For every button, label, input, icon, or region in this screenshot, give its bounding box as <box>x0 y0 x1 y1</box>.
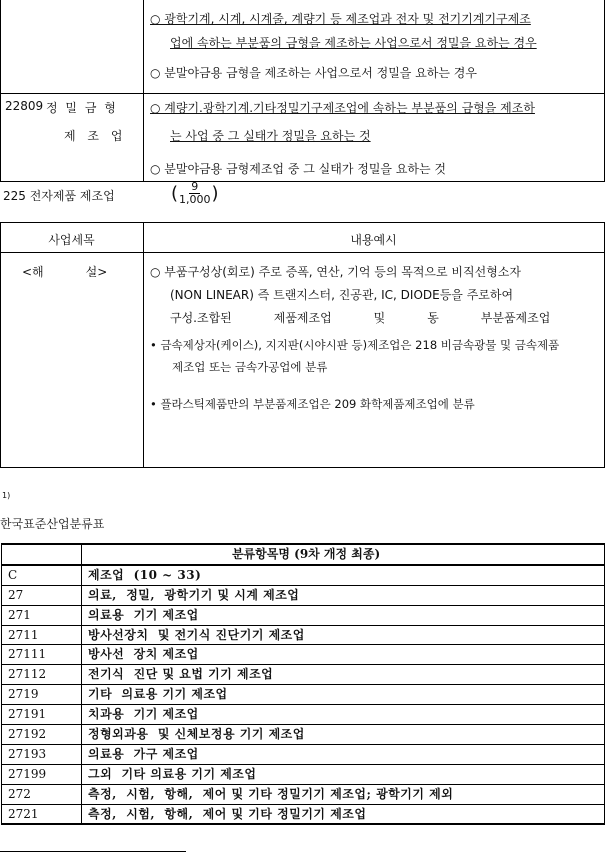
bullet-text: ○ 계량기.광학기계.기타정밀기구제조업에 속하는 부분품의 금형을 제조하 <box>150 101 535 115</box>
classification-code: 27199 <box>2 764 82 784</box>
table-border <box>0 222 605 223</box>
table-border <box>0 93 605 94</box>
classification-code: 27191 <box>2 705 82 725</box>
table-row <box>2 565 605 585</box>
table-border <box>0 0 1 182</box>
industry-code: 22809 <box>5 99 44 113</box>
table-border <box>0 222 1 468</box>
table-row <box>2 784 605 804</box>
table-border <box>143 0 144 182</box>
ksic-title: 한국표준산업분류표 <box>0 517 105 531</box>
description-text: 구성.조합된 제품제조업 및 동 부분품제조업 <box>170 311 551 325</box>
column-header: 사업세목 <box>48 233 95 247</box>
row-label: <해 설> <box>22 265 108 279</box>
table-header-row <box>2 544 605 565</box>
classification-code: 27193 <box>2 744 82 764</box>
classification-name: 측정, 시험, 항해, 제어 및 기타 정밀기기 제조업 <box>82 804 605 824</box>
classification-name: 의료용 기기 제조업 <box>82 605 605 625</box>
industry-name: 정 밀 금 형 <box>46 101 118 115</box>
bullet-text: 는 사업 중 그 실태가 정밀을 요하는 것 <box>170 129 371 143</box>
classification-name: 그외 기타 의료용 기기 제조업 <box>82 764 605 784</box>
table-row <box>2 744 605 764</box>
bullet-text: 업에 속하는 부분품의 금형을 제조하는 사업으로서 정밀을 요하는 경우 <box>170 36 537 50</box>
classification-name: 기타 의료용 기기 제조업 <box>82 685 605 705</box>
classification-code: C <box>2 565 82 585</box>
bullet-text: ○ 분말야금용 금형을 제조하는 사업으로서 정밀을 요하는 경우 <box>150 66 477 80</box>
classification-code: 2719 <box>2 685 82 705</box>
footnote-divider <box>0 851 186 852</box>
table-border <box>0 252 605 253</box>
table-border <box>0 467 605 468</box>
industry-name: 제 조 업 <box>64 129 127 143</box>
note-text: • 플라스틱제품만의 부분품제조업은 209 화학제품제조업에 분류 <box>150 397 475 411</box>
section-heading: 225 전자제품 제조업 <box>3 189 115 203</box>
fraction-numerator: 9 <box>191 180 199 193</box>
classification-code: 27 <box>2 585 82 605</box>
classification-name: 치과용 기기 제조업 <box>82 705 605 725</box>
description-text: ○ 부품구성상(회로) 주로 증폭, 연산, 기억 등의 목적으로 비직선형소자 <box>150 265 521 279</box>
classification-code: 27111 <box>2 645 82 665</box>
table-row <box>2 665 605 685</box>
table-border <box>0 181 605 182</box>
classification-name: 의료, 정밀, 광학기기 및 시계 제조업 <box>82 585 605 605</box>
column-header: 내용예시 <box>350 233 397 247</box>
table-row <box>2 764 605 784</box>
column-header: 분류항목명 (9차 개정 최종) <box>82 544 605 565</box>
table-row <box>2 625 605 645</box>
table-row <box>2 685 605 705</box>
classification-name: 정형외과용 및 신체보정용 기기 제조업 <box>82 725 605 745</box>
table-border <box>143 222 144 468</box>
classification-name: 방사선장치 및 전기식 진단기기 제조업 <box>82 625 605 645</box>
bullet-text: ○ 광학기계, 시계, 시계줄, 계량기 등 제조업과 전자 및 전기기계기구제조 <box>150 12 531 26</box>
footnote-mark: 1) <box>2 491 11 500</box>
precision-mold-table <box>0 0 605 182</box>
table-row <box>2 804 605 824</box>
classification-name: 전기식 진단 및 요법 기기 제조업 <box>82 665 605 685</box>
classification-name: 의료용 가구 제조업 <box>82 744 605 764</box>
electronics-table <box>0 222 605 468</box>
classification-code: 27192 <box>2 725 82 745</box>
classification-code: 2711 <box>2 625 82 645</box>
rate-fraction: ( $\frac{9}{1,000}$ ) <box>171 180 219 206</box>
table-row <box>2 585 605 605</box>
note-text: • 금속제상자(케이스), 지지판(시야시판 등)제조업은 218 비금속광물 및 금속제품 <box>150 338 560 352</box>
description-text: (NON LINEAR) 즉 트랜지스터, 진공관, IC, DIODE등을 주로하여 <box>170 288 514 302</box>
ksic-rows <box>2 565 605 825</box>
bullet-text: ○ 분말야금용 금형제조업 중 그 실태가 정밀을 요하는 것 <box>150 162 447 176</box>
classification-code: 27112 <box>2 665 82 685</box>
fraction-denominator: 1,000 <box>179 193 211 206</box>
classification-name: 방사선 장치 제조업 <box>82 645 605 665</box>
table-row <box>2 705 605 725</box>
classification-code: 271 <box>2 605 82 625</box>
ksic-classification-table <box>1 543 605 825</box>
note-text: 제조업 또는 금속가공업에 분류 <box>172 360 328 374</box>
classification-name: 측정, 시험, 항해, 제어 및 기타 정밀기기 제조업; 광학기기 제외 <box>82 784 605 804</box>
classification-code: 272 <box>2 784 82 804</box>
table-row <box>2 645 605 665</box>
table-row <box>2 605 605 625</box>
classification-code: 2721 <box>2 804 82 824</box>
classification-name: 제조업 (10 ~ 33) <box>82 565 605 585</box>
table-row <box>2 725 605 745</box>
